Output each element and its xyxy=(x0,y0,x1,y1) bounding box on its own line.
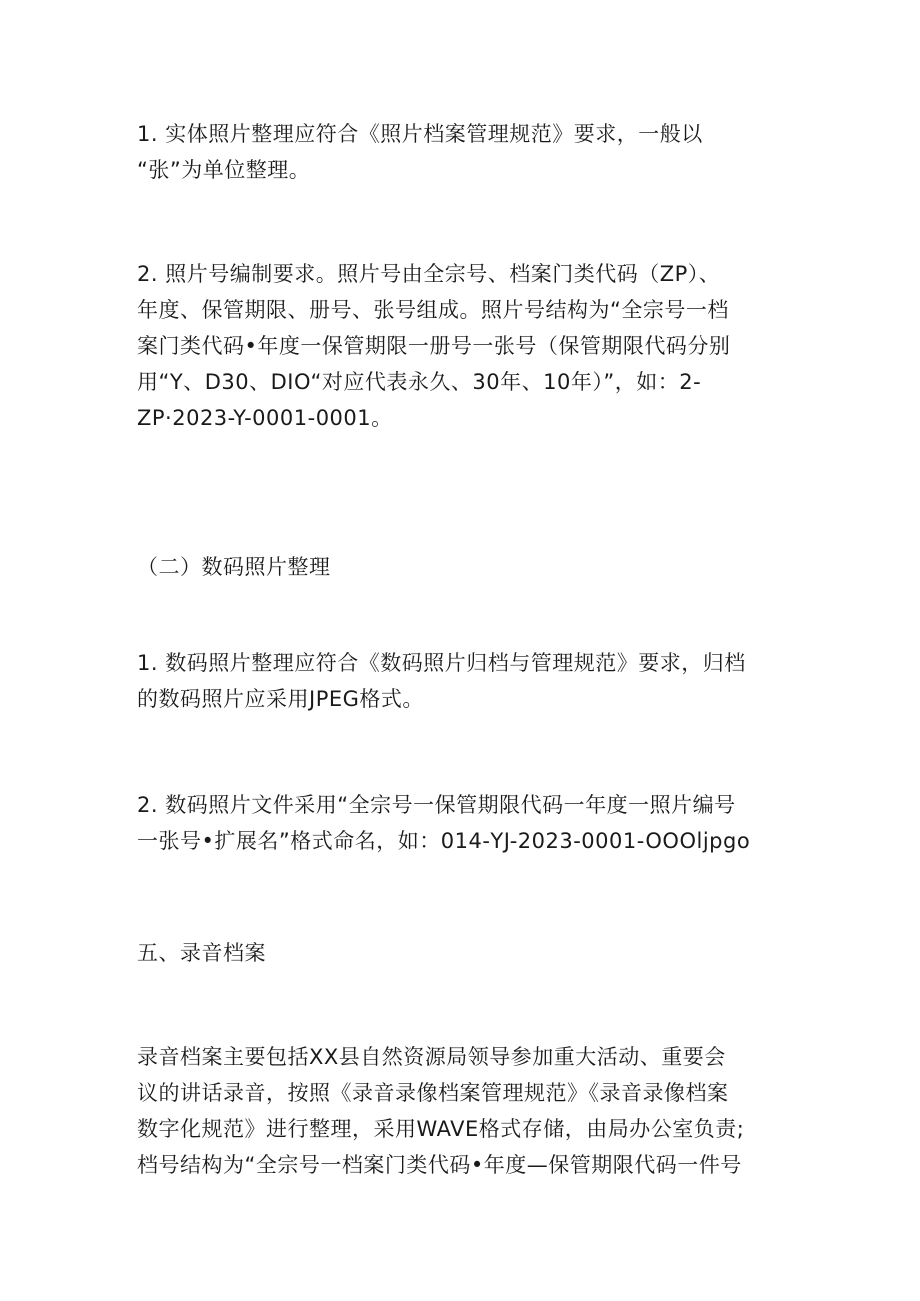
text-line: 用“Y、D30、DIO“对应代表永久、30年、10年）”，如：2- xyxy=(137,370,702,394)
paragraph-photo-number-rule xyxy=(137,256,797,436)
paragraph-photo-physical-rule xyxy=(137,116,797,188)
paragraph-digital-photo-rule-2 xyxy=(137,787,797,859)
text-line: 1. 数码照片整理应符合《数码照片归档与管理规范》要求，归档 xyxy=(137,651,746,675)
heading-text: 五、录音档案 xyxy=(137,941,266,965)
text-line: 一张号•扩展名”格式命名，如：014-YJ-2023-0001-OOOljpgo xyxy=(137,829,751,853)
text-line: 议的讲话录音，按照《录音录像档案管理规范》《录音录像档案 xyxy=(137,1081,729,1105)
text-line: 档号结构为“全宗号一档案门类代码•年度—保管期限代码一件号 xyxy=(137,1153,742,1177)
text-line: 1. 实体照片整理应符合《照片档案管理规范》要求，一般以 xyxy=(137,122,703,146)
text-line: 案门类代码•年度一保管期限一册号一张号（保管期限代码分别 xyxy=(137,334,731,358)
text-line: 的数码照片应采用JPEG格式。 xyxy=(137,687,424,711)
text-line: 录音档案主要包括XX县自然资源局领导参加重大活动、重要会 xyxy=(137,1045,726,1069)
section-heading-audio xyxy=(137,935,797,971)
section-heading-digital-photo xyxy=(137,549,797,585)
text-line: 2. 数码照片文件采用“全宗号一保管期限代码一年度一照片编号 xyxy=(137,793,736,817)
text-line: ZP·2023-Y-0001-0001。 xyxy=(137,406,393,430)
heading-text: （二）数码照片整理 xyxy=(137,555,331,579)
text-line: 数字化规范》进行整理，采用WAVE格式存储，由局办公室负责; xyxy=(137,1117,745,1141)
text-line: “张”为单位整理。 xyxy=(137,158,311,182)
paragraph-audio-body xyxy=(137,1039,797,1183)
text-line: 年度、保管期限、册号、张号组成。照片号结构为“全宗号一档 xyxy=(137,298,729,322)
paragraph-digital-photo-rule-1 xyxy=(137,645,797,717)
text-line: 2. 照片号编制要求。照片号由全宗号、档案门类代码（ZP）、 xyxy=(137,262,721,286)
